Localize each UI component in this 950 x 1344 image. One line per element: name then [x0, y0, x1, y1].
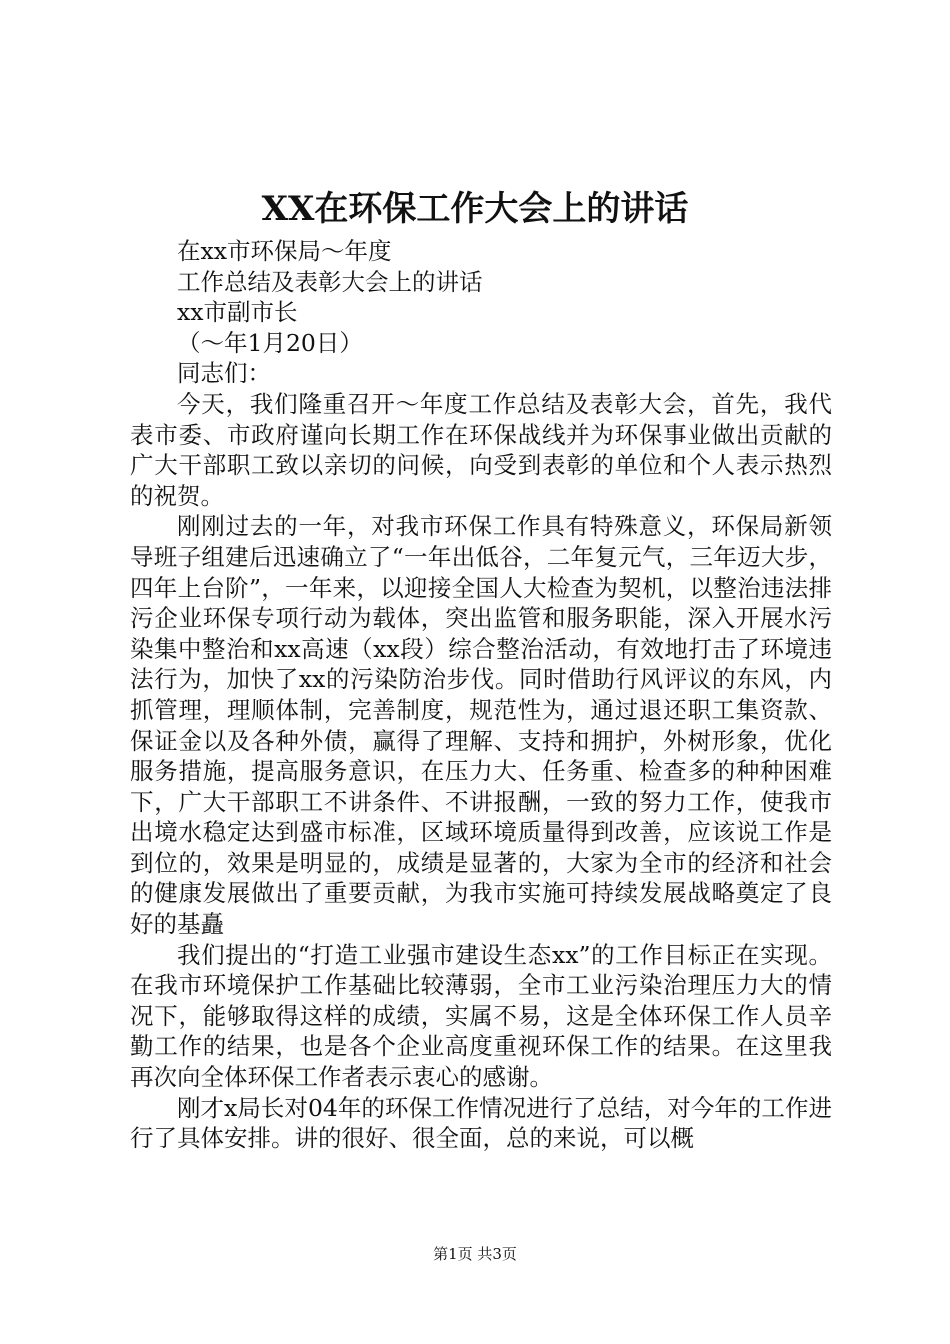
page-footer: 第1页 共3页 [433, 1245, 517, 1263]
paragraph: 今天，我们隆重召开～年度工作总结及表彰大会，首先，我代表市委、市政府谨向长期工作在环保战线并为环保事业做出贡献的广大干部职工致以亲切的问候，向受到表彰的单位和个人表示热烈的祝贺。 [130, 389, 832, 510]
paragraph: 我们提出的“打造工业强市建设生态xx”的工作目标正在实现。在我市环境保护工作基础比较薄弱，全市工业污染治理压力大的情况下，能够取得这样的成绩，实属不易，这是全体环保工作人员辛勤工作的结果，也是各个企业高度重视环保工作的结果。在这里我再次向全体环保工作者表示衷心的感谢。 [130, 940, 832, 1092]
document-body [130, 236, 832, 1154]
header-line: xx市副市长 [177, 298, 298, 327]
paragraph: 刚刚过去的一年，对我市环保工作具有特殊意义，环保局新领导班子组建后迅速确立了“一年出低谷，二年复元气，三年迈大步，四年上台阶”，一年来，以迎接全国人大检查为契机，以整治违法排污企业环保专项行动为载体，突出监管和服务职能，深入开展水污染集中整治和xx高速（xx段）综合整治活动，有效地打击了环境违法行为，加快了xx的污染防治步伐。同时借助行风评议的东风，内抓管理，理顺体制，完善制度，规范性为，通过退还职工集资款、保证金以及各种外债，赢得了理解、支持和拥护，外树形象，优化服务措施，提高服务意识，在压力大、任务重、检查多的种种困难下，广大干部职工不讲条件、不讲报酬，一致的努力工作，使我市出境水稳定达到盛市标准，区域环境质量得到改善，应该说工作是到位的，效果是明显的，成绩是显著的，大家为全市的经济和社会的健康发展做出了重要贡献，为我市实施可持续发展战略奠定了良好的基矗 [130, 512, 832, 939]
header-line: （～年1月20日） [177, 328, 363, 357]
paragraph: 刚才x局长对04年的环保工作情况进行了总结，对今年的工作进行了具体安排。讲的很好、很全面，总的来说，可以概 [130, 1093, 832, 1153]
header-line: 工作总结及表彰大会上的讲话 [177, 267, 483, 296]
document-title: XX在环保工作大会上的讲话 [261, 189, 689, 229]
header-line: 在xx市环保局～年度 [177, 237, 392, 265]
salutation: 同志们： [177, 359, 271, 388]
